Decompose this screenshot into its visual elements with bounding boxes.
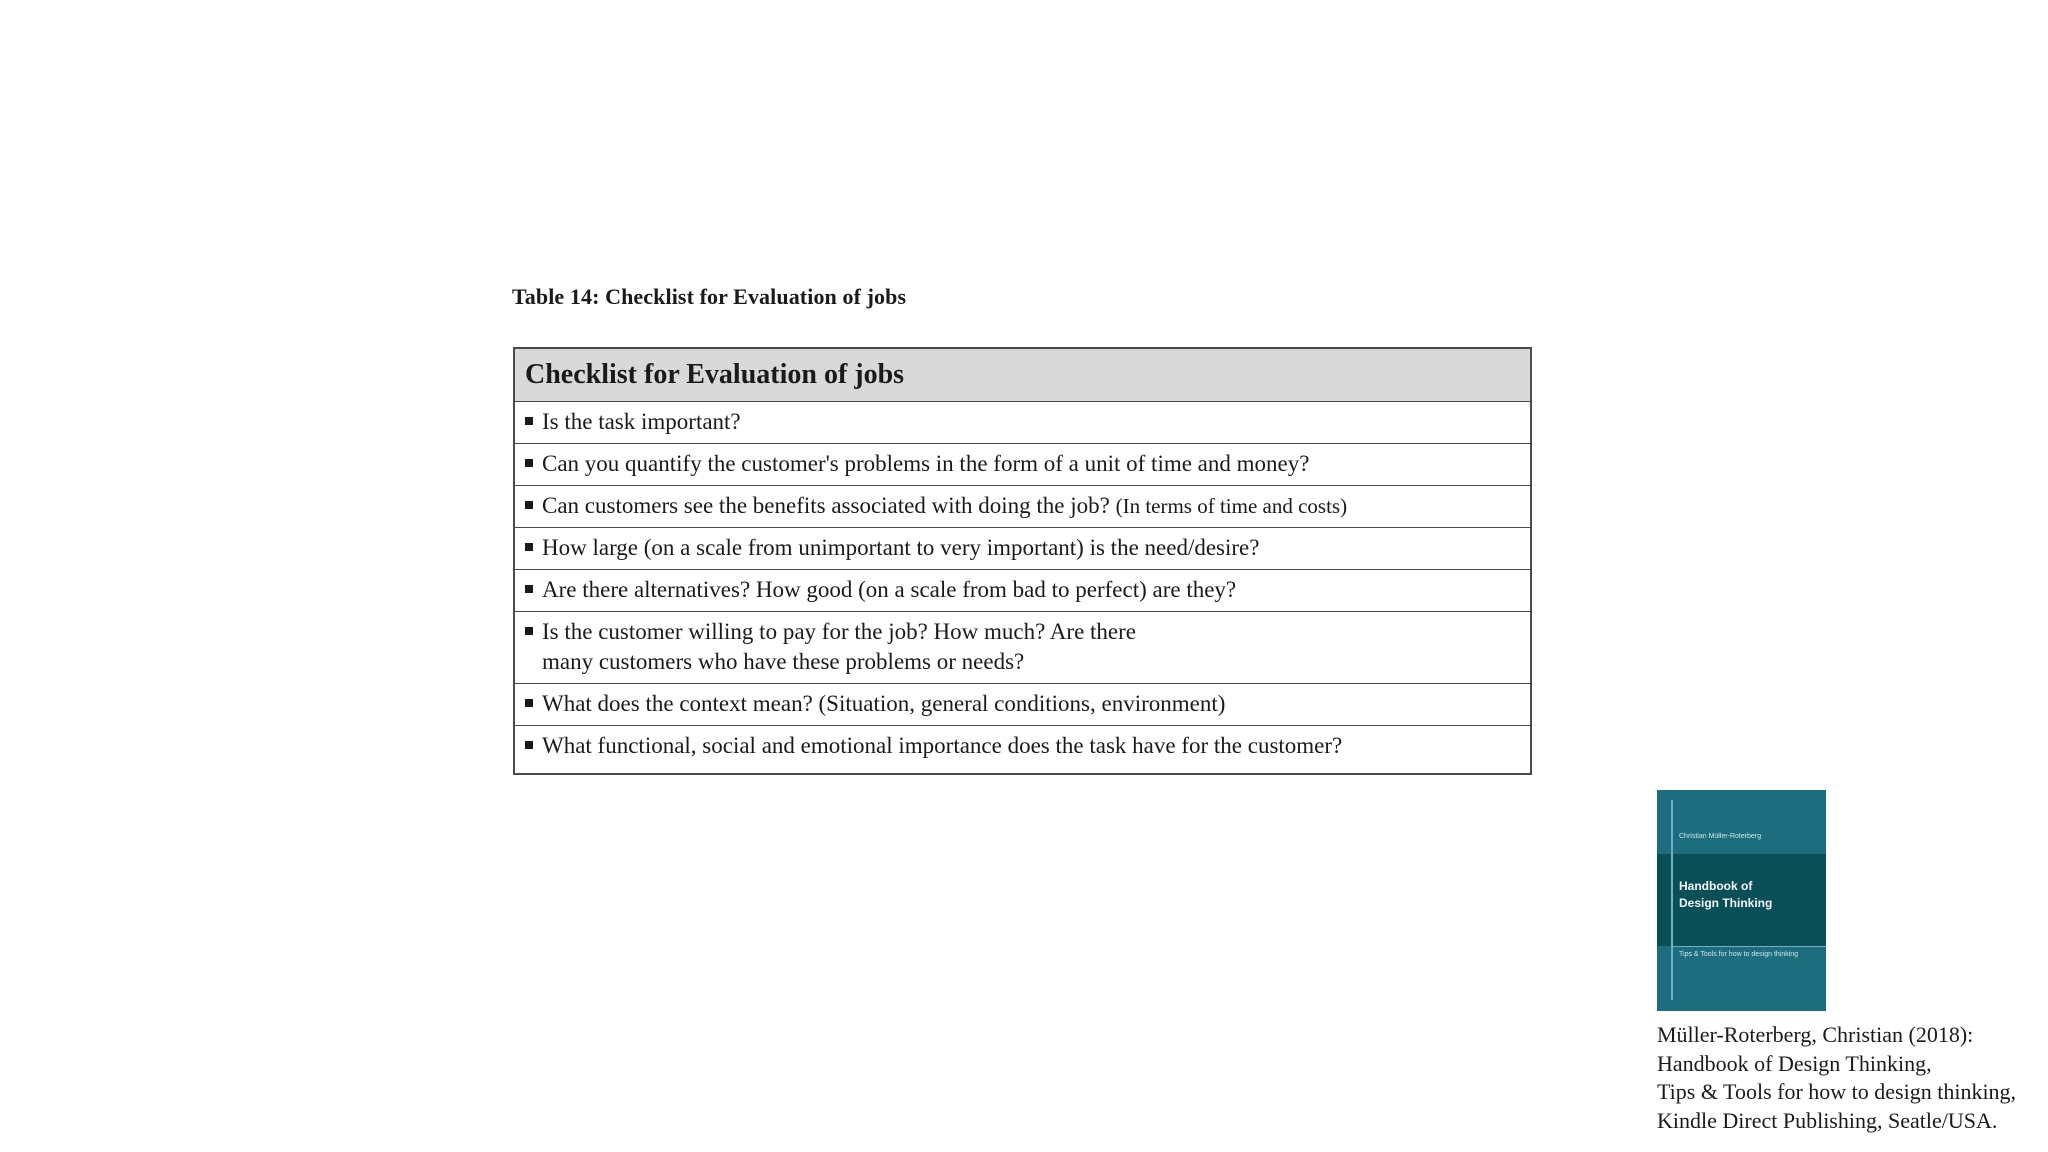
row-text: Can customers see the benefits associated with doing the job?	[542, 493, 1110, 518]
bullet-icon	[525, 459, 533, 467]
cover-title-line1: Handbook of	[1679, 879, 1753, 893]
bullet-icon	[525, 741, 533, 749]
table-row	[514, 726, 1531, 775]
bullet-icon	[525, 501, 533, 509]
cover-divider	[1673, 946, 1826, 947]
row-text: Is the task important?	[542, 409, 741, 434]
row-text-continued: many customers who have these problems or needs?	[542, 649, 1025, 674]
row-note: (In terms of time and costs)	[1115, 494, 1348, 518]
cover-subtitle: Tips & Tools for how to design thinking	[1679, 951, 1799, 958]
bullet-icon	[525, 417, 533, 425]
reference-line: Tips & Tools for how to design thinking,	[1657, 1079, 2017, 1104]
row-text: What functional, social and emotional importance does the task have for the customer?	[542, 733, 1343, 758]
bullet-icon	[525, 627, 533, 635]
book-cover-image	[1657, 790, 1826, 1011]
reference-line: Müller-Roterberg, Christian (2018):	[1657, 1022, 1974, 1047]
row-text: Are there alternatives? How good (on a scale from bad to perfect) are they?	[542, 577, 1237, 602]
table-row	[514, 402, 1531, 444]
cover-spine-line	[1671, 800, 1673, 1000]
cover-title	[1679, 878, 1772, 912]
cover-title-line2: Design Thinking	[1679, 896, 1773, 910]
table-row	[514, 444, 1531, 486]
bullet-icon	[525, 699, 533, 707]
table-row	[514, 486, 1531, 528]
row-text: What does the context mean? (Situation, general conditions, environment)	[542, 691, 1226, 716]
reference-line: Kindle Direct Publishing, Seatle/USA.	[1657, 1107, 1998, 1133]
table-header: Checklist for Evaluation of jobs	[514, 348, 1531, 402]
row-text: Can you quantify the customer's problems in the form of a unit of time and money?	[542, 451, 1310, 476]
table-row	[514, 684, 1531, 726]
checklist-table	[513, 347, 1532, 775]
cover-author: Christian Müller-Roterberg	[1679, 833, 1762, 840]
bullet-icon	[525, 543, 533, 551]
table-row	[514, 570, 1531, 612]
table-caption: Table 14: Checklist for Evaluation of jobs	[512, 284, 907, 309]
reference-line: Handbook of Design Thinking,	[1657, 1050, 1932, 1076]
table-row	[514, 528, 1531, 570]
book-reference	[1657, 1021, 2016, 1135]
bullet-icon	[525, 585, 533, 593]
table-row	[514, 612, 1531, 684]
row-text: How large (on a scale from unimportant to very important) is the need/desire?	[542, 535, 1260, 560]
row-text: Is the customer willing to pay for the job? How much? Are there	[542, 619, 1137, 644]
